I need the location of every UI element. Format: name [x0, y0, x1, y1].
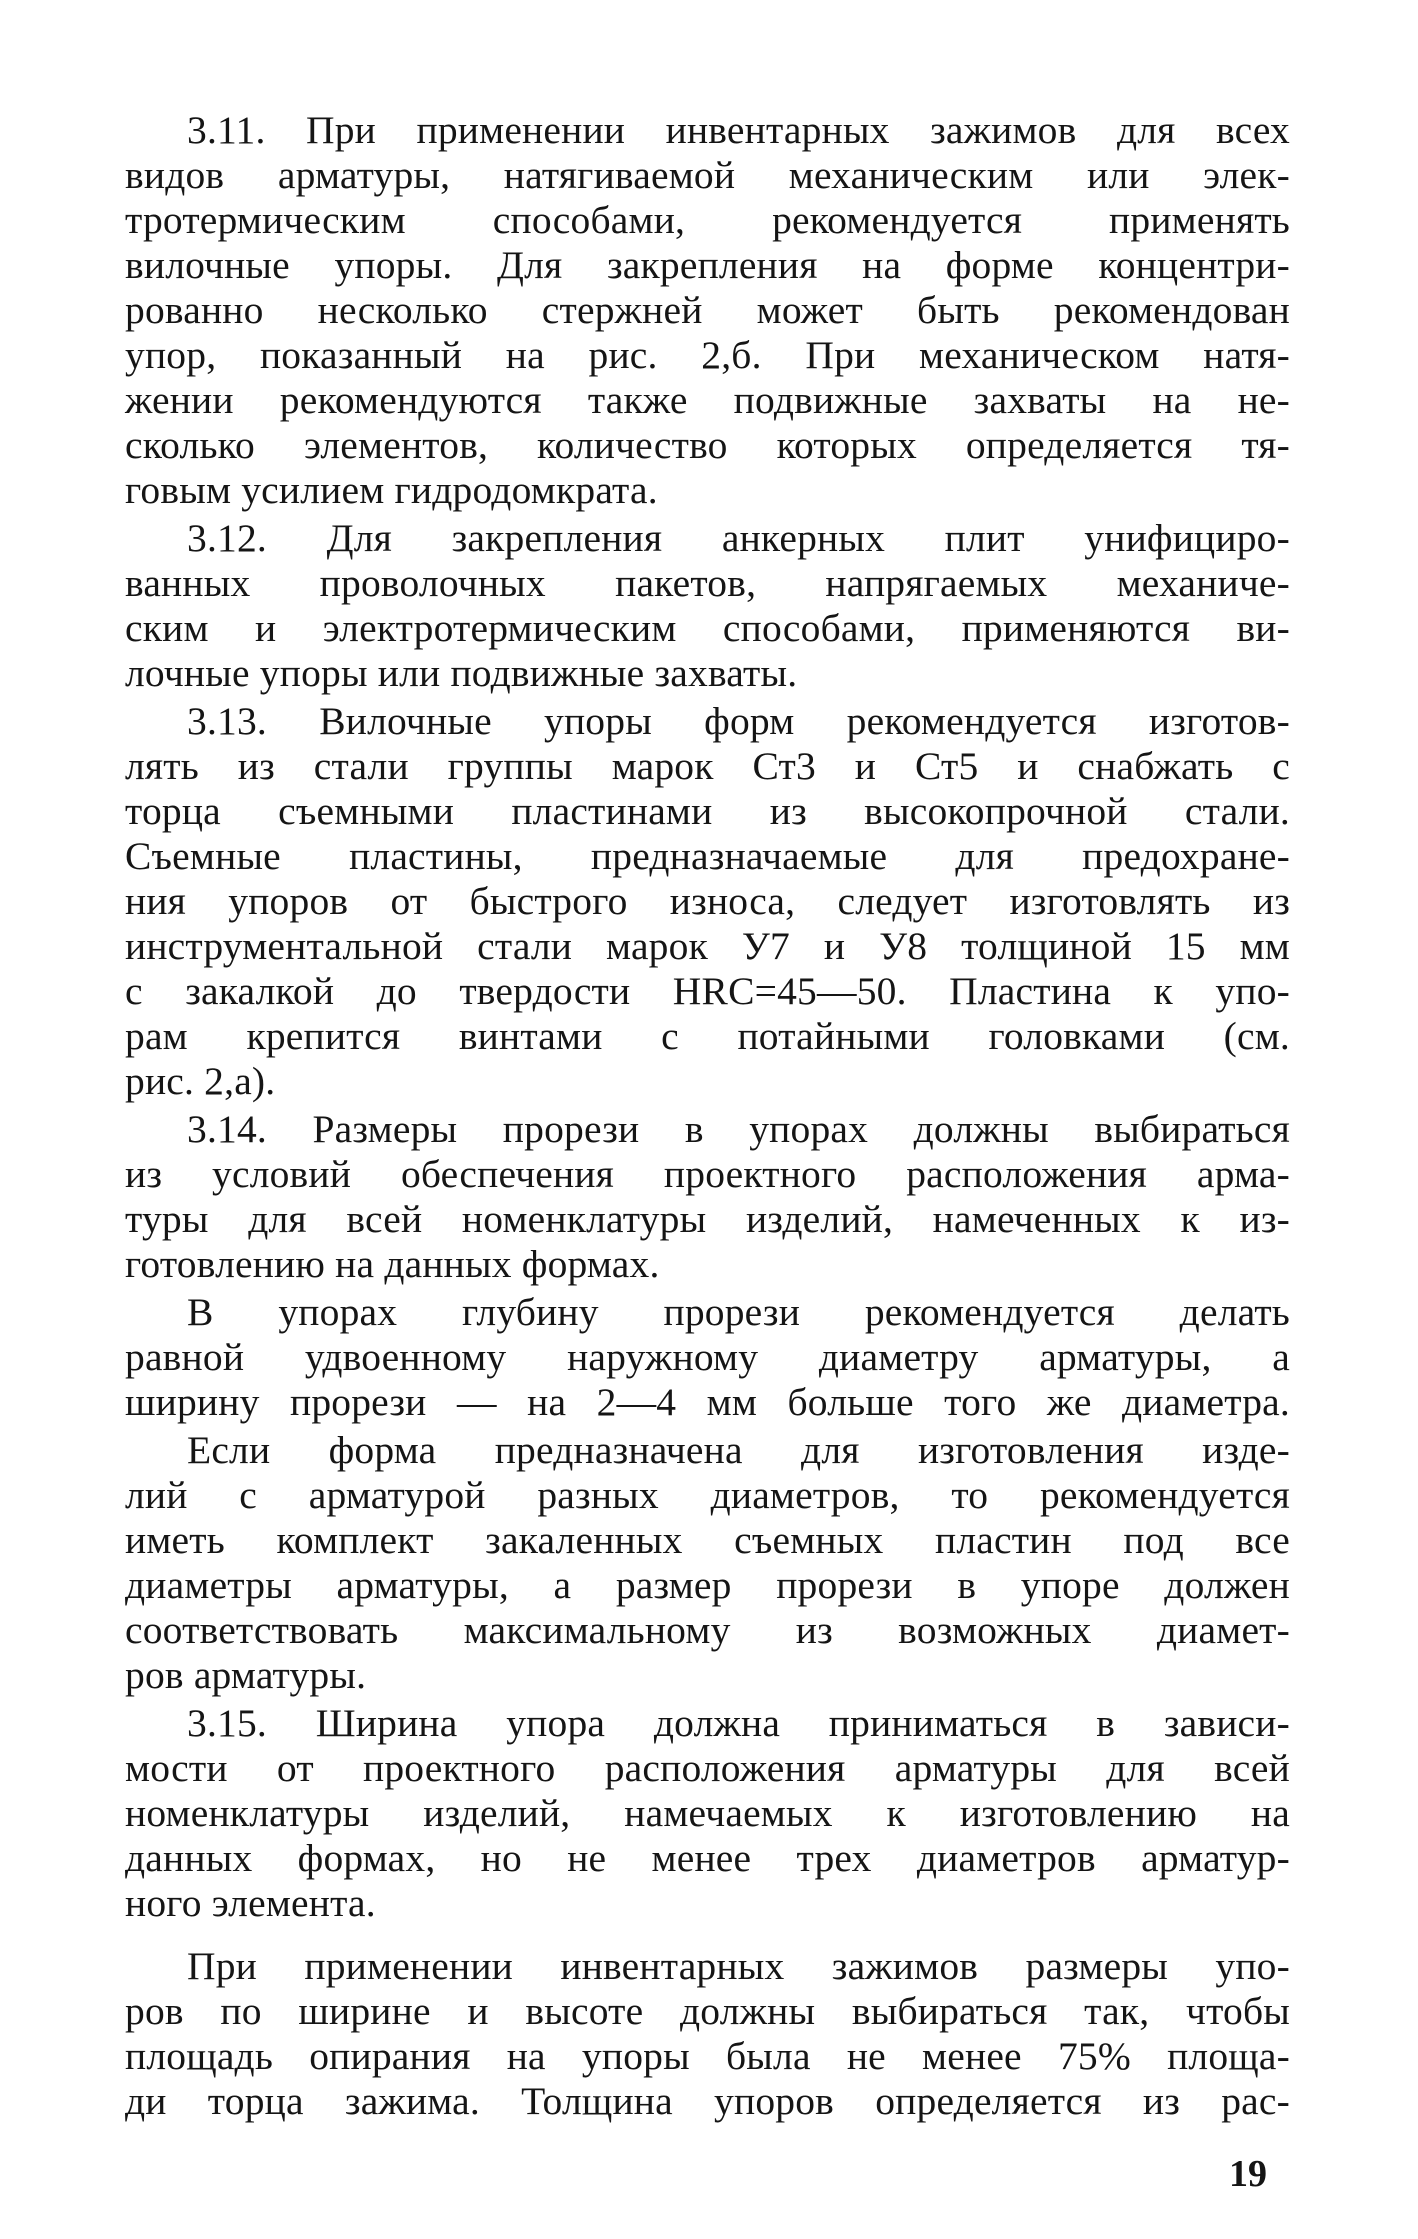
text-line: с закалкой до твердости HRC=45—50. Пластина к упо-	[125, 969, 1290, 1013]
text-line: Съемные пластины, предназначаемые для предохране-	[125, 834, 1290, 878]
text-line: лять из стали группы марок Ст3 и Ст5 и снабжать с	[125, 744, 1290, 788]
text-line: ским и электротермическим способами, применяются ви-	[125, 606, 1290, 650]
text-line: из условий обеспечения проектного расположения арма-	[125, 1152, 1290, 1196]
text-line: ров арматуры.	[125, 1653, 367, 1697]
text-line: ров по ширине и высоте должны выбираться так, чтобы	[125, 1989, 1290, 2033]
text-line: При применении инвентарных зажимов размеры упо-	[187, 1944, 1290, 1988]
text-line: равной удвоенному наружному диаметру арматуры, а	[125, 1335, 1290, 1379]
text-line: ди торца зажима. Толщина упоров определяется из рас-	[125, 2079, 1290, 2123]
text-line: говым усилием гидродомкрата.	[125, 468, 658, 512]
text-line: 3.15. Ширина упора должна приниматься в зависи-	[187, 1701, 1290, 1745]
text-line: готовлению на данных формах.	[125, 1242, 660, 1286]
text-line: 3.12. Для закрепления анкерных плит унифициро-	[187, 516, 1290, 560]
text-line: лий с арматурой разных диаметров, то рекомендуется	[125, 1473, 1290, 1517]
text-line: рованно несколько стержней может быть рекомендован	[125, 288, 1290, 332]
text-line: В упорах глубину прорези рекомендуется делать	[187, 1290, 1290, 1334]
text-line: сколько элементов, количество которых определяется тя-	[125, 423, 1290, 467]
text-line: диаметры арматуры, а размер прорези в упоре должен	[125, 1563, 1290, 1607]
text-line: соответствовать максимальному из возможных диамет-	[125, 1608, 1290, 1652]
text-line: 3.13. Вилочные упоры форм рекомендуется изготов-	[187, 699, 1290, 743]
text-line: ширину прорези — на 2—4 мм больше того же диаметра.	[125, 1380, 1290, 1424]
text-line: видов арматуры, натягиваемой механическим или элек-	[125, 153, 1290, 197]
text-line: номенклатуры изделий, намечаемых к изготовлению на	[125, 1791, 1290, 1835]
text-line: 3.14. Размеры прорези в упорах должны выбираться	[187, 1107, 1290, 1151]
text-line: туры для всей номенклатуры изделий, намеченных к из-	[125, 1197, 1290, 1241]
page-number: 19	[1229, 2153, 1267, 2195]
text-line: упор, показанный на рис. 2,б. При механическом натя-	[125, 333, 1290, 377]
text-line: инструментальной стали марок У7 и У8 толщиной 15 мм	[125, 924, 1290, 968]
text-line: данных формах, но не менее трех диаметров арматур-	[125, 1836, 1290, 1880]
text-line: ния упоров от быстрого износа, следует изготовлять из	[125, 879, 1290, 923]
text-line: Если форма предназначена для изготовления изде-	[187, 1428, 1290, 1472]
document-body	[125, 108, 1290, 2124]
text-line: тротермическим способами, рекомендуется применять	[125, 198, 1290, 242]
text-line: площадь опирания на упоры была не менее 75% площа-	[125, 2034, 1290, 2078]
text-line: ного элемента.	[125, 1881, 376, 1925]
text-line: торца съемными пластинами из высокопрочной стали.	[125, 789, 1290, 833]
text-line: жении рекомендуются также подвижные захваты на не-	[125, 378, 1290, 422]
text-line: мости от проектного расположения арматуры для всей	[125, 1746, 1290, 1790]
text-line: рам крепится винтами с потайными головками (см.	[125, 1014, 1290, 1058]
text-line: рис. 2,а).	[125, 1059, 276, 1103]
text-line: 3.11. При применении инвентарных зажимов для всех	[187, 108, 1290, 152]
text-line: лочные упоры или подвижные захваты.	[125, 651, 798, 695]
text-line: иметь комплект закаленных съемных пластин под все	[125, 1518, 1290, 1562]
text-line: ванных проволочных пакетов, напрягаемых механиче-	[125, 561, 1290, 605]
text-line: вилочные упоры. Для закрепления на форме концентри-	[125, 243, 1290, 287]
